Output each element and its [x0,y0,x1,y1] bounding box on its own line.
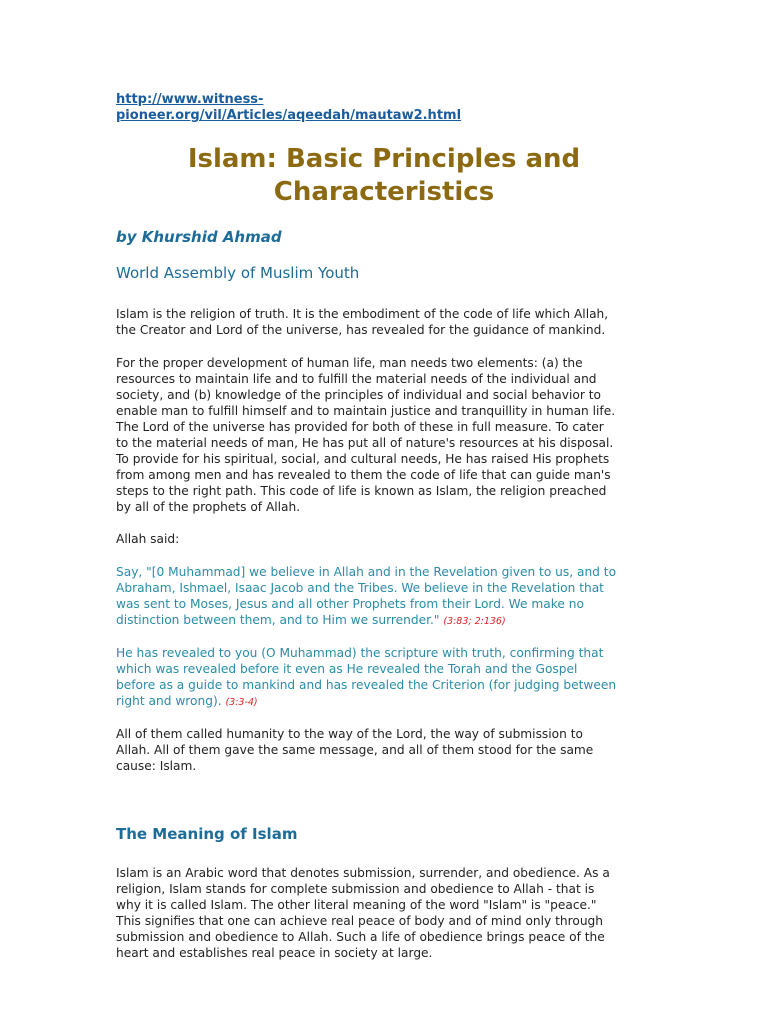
quote-line: which was revealed before it even as He revealed the Torah and the Gospel [116,662,578,676]
quote-text: right and wrong). [116,694,222,708]
source-url-line-2[interactable]: pioneer.org/vil/Articles/aqeedah/mautaw2.html [116,108,462,123]
quote-text: distinction between them, and to Him we surrender." [116,613,440,627]
quote-line: before as a guide to mankind and has revealed the Criterion (for judging between [116,678,617,692]
text-line: Allah. All of them gave the same message, and all of them stood for the same [116,743,594,757]
text-line: This signifies that one can achieve real peace of body and of mind only through [116,914,604,928]
quote-line: Abraham, Ishmael, Isaac Jacob and the Tribes. We believe in the Revelation that [116,581,604,595]
page-title-line-2: Characteristics [273,177,495,207]
text-line: Islam is an Arabic word that denotes submission, surrender, and obedience. As a [116,866,610,880]
meaning-paragraph [116,865,661,961]
quote-line-last [116,693,661,711]
author-byline: by Khurshid Ahmad [116,228,282,246]
meaning-heading: The Meaning of Islam [116,825,298,843]
text-line: enable man to fulfill himself and to maintain justice and tranquillity in human life. [116,404,616,418]
allah-said-paragraph: Allah said: [116,532,180,546]
quote-line-last [116,612,661,630]
text-line: Islam is the religion of truth. It is the embodiment of the code of life which Allah, [116,307,609,321]
verse-reference: (3:83; 2:136) [443,616,506,627]
source-url-link[interactable] [116,92,516,124]
text-line: The Lord of the universe has provided for both of these in full measure. To cater [116,420,604,434]
verse-reference: (3:3-4) [225,697,258,708]
text-line: from among men and has revealed to them the code of life that can guide man's [116,468,611,482]
text-line: For the proper development of human life, man needs two elements: (a) the [116,356,583,370]
page-title [120,143,648,209]
text-line: heart and establishes real peace in society at large. [116,946,433,960]
text-line: the Creator and Lord of the universe, has revealed for the guidance of mankind. [116,323,606,337]
page-title-line-1: Islam: Basic Principles and [187,144,581,174]
quote-paragraph-2 [116,645,661,711]
text-line: All of them called humanity to the way of the Lord, the way of submission to [116,727,583,741]
quote-paragraph-1 [116,564,661,630]
text-line: why it is called Islam. The other literal meaning of the word "Islam" is "peace." [116,898,597,912]
intro-paragraph [116,306,661,338]
text-line: religion, Islam stands for complete submission and obedience to Allah - that is [116,882,595,896]
development-paragraph [116,355,661,515]
quote-line: was sent to Moses, Jesus and all other Prophets from their Lord. We make no [116,597,584,611]
text-line: steps to the right path. This code of life is known as Islam, the religion preached [116,484,607,498]
text-line: To provide for his spiritual, social, and cultural needs, He has raised His prophets [116,452,610,466]
text-line: to the material needs of man, He has put all of nature's resources at his disposal. [116,436,614,450]
source-url-line-1[interactable]: http://www.witness- [116,92,264,107]
submission-paragraph [116,726,661,774]
text-line: society, and (b) knowledge of the principles of individual and social behavior to [116,388,601,402]
quote-line: Say, "[0 Muhammad] we believe in Allah and in the Revelation given to us, and to [116,565,617,579]
text-line: submission and obedience to Allah. Such a life of obedience brings peace of the [116,930,605,944]
text-line: resources to maintain life and to fulfill the material needs of the individual and [116,372,597,386]
organization-heading: World Assembly of Muslim Youth [116,264,360,282]
text-line: by all of the prophets of Allah. [116,500,301,514]
quote-line: He has revealed to you (O Muhammad) the scripture with truth, confirming that [116,646,604,660]
text-line: cause: Islam. [116,759,197,773]
